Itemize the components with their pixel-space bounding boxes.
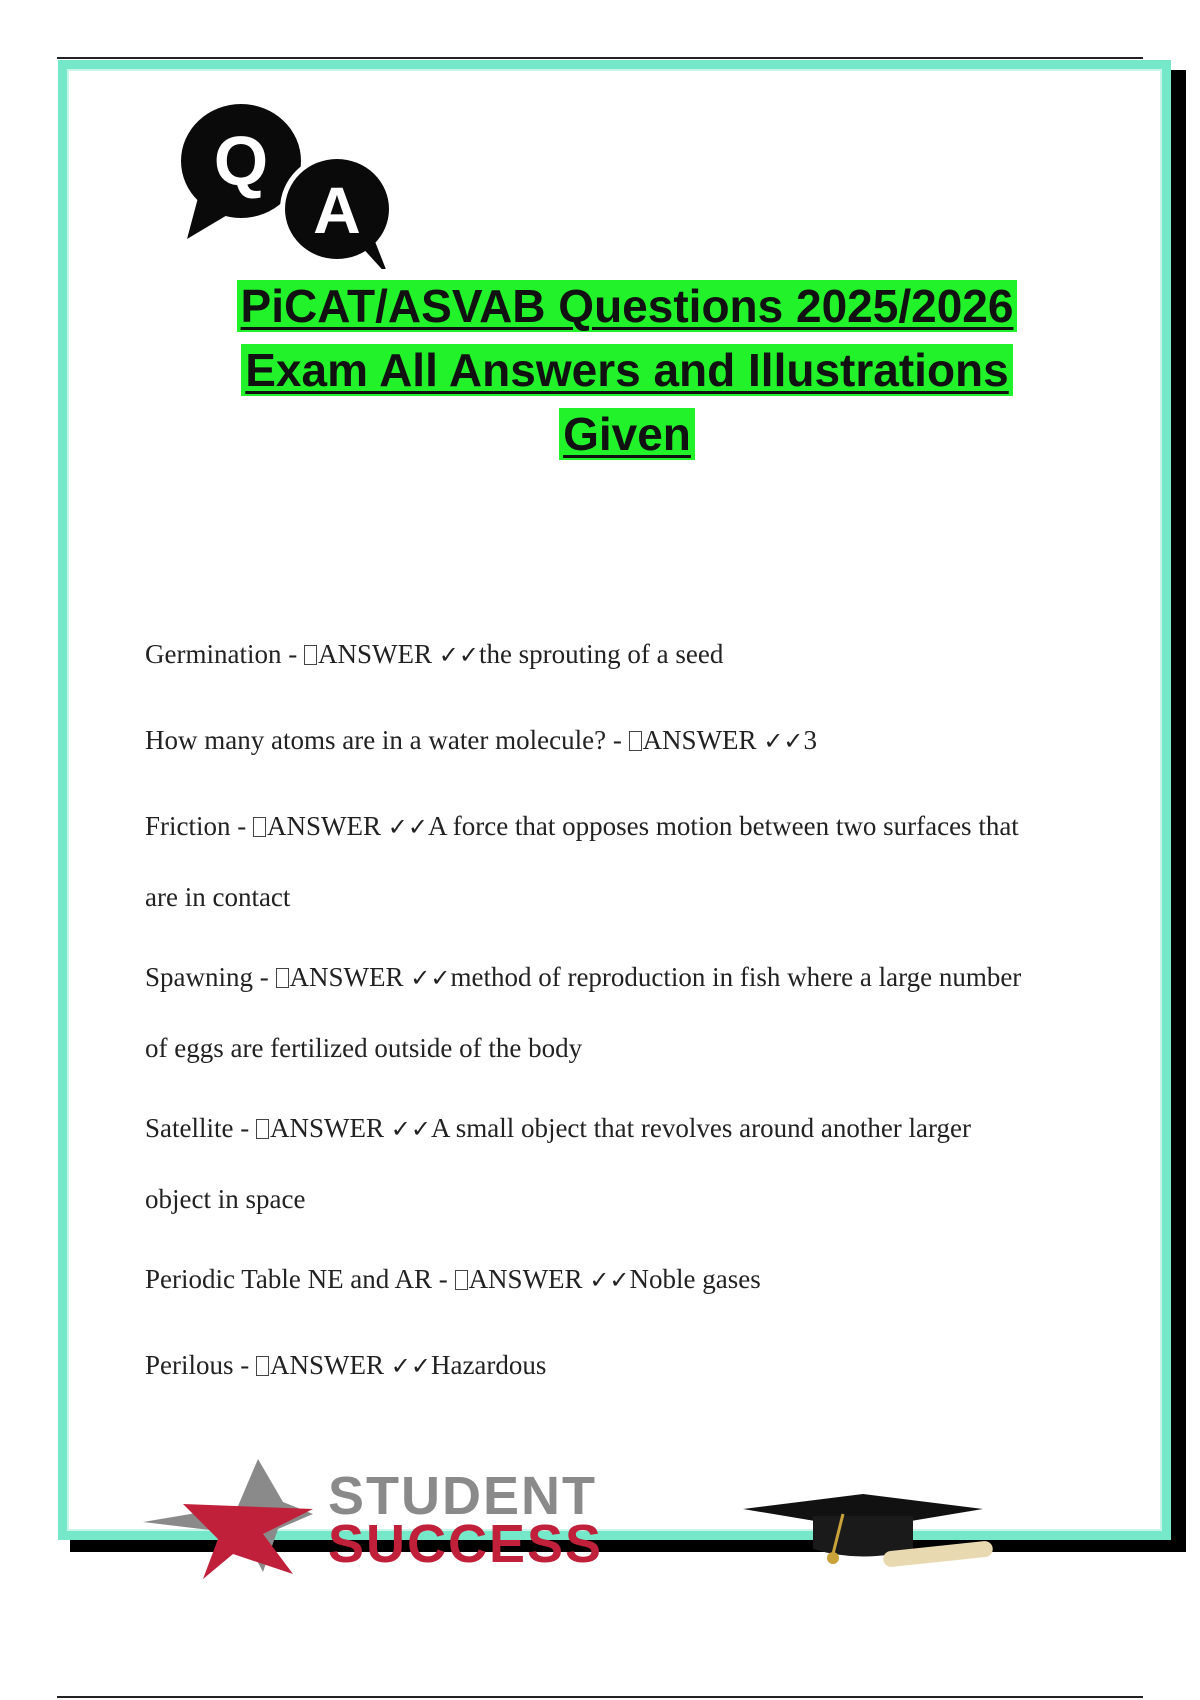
qa-answer: 3 — [803, 725, 818, 755]
double-check-icon: ✓✓ — [390, 1352, 431, 1380]
qa-item — [145, 720, 1085, 761]
double-check-icon: ✓✓ — [410, 964, 451, 992]
qa-item — [145, 634, 1085, 675]
answer-marker: ANSWER — [270, 1350, 384, 1380]
qa-item — [145, 1345, 1085, 1386]
star-swoosh-icon — [143, 1459, 313, 1579]
title-line-2: Exam All Answers and Illustrations — [241, 344, 1012, 396]
qa-answer: the sprouting of a seed — [478, 639, 724, 669]
title-line-3: Given — [559, 408, 695, 460]
qa-answer-continuation: are in contact — [145, 882, 291, 912]
qa-list — [145, 634, 1085, 1386]
double-check-icon: ✓✓ — [438, 641, 479, 669]
qa-item — [145, 806, 1085, 917]
logo-word-success: SUCCESS — [328, 1514, 604, 1574]
page-frame — [58, 60, 1171, 1574]
missing-glyph-box-icon — [629, 731, 642, 751]
double-check-icon: ✓✓ — [390, 1115, 431, 1143]
top-rule — [57, 57, 1143, 59]
qa-term: Periodic Table NE and AR - — [145, 1264, 455, 1294]
missing-glyph-box-icon — [256, 1119, 269, 1139]
qa-answer-continuation: of eggs are fertilized outside of the body — [145, 1033, 583, 1063]
qa-term: Perilous - — [145, 1350, 256, 1380]
qa-term: Germination - — [145, 639, 304, 669]
title-line-1: PiCAT/ASVAB Questions 2025/2026 — [237, 280, 1018, 332]
qa-term: Spawning - — [145, 962, 276, 992]
missing-glyph-box-icon — [304, 645, 317, 665]
qa-term: Satellite - — [145, 1113, 256, 1143]
qa-logo — [179, 99, 399, 269]
qa-item — [145, 1108, 1085, 1219]
logo-q-letter: Q — [213, 122, 269, 200]
missing-glyph-box-icon — [253, 817, 266, 837]
bottom-rule — [57, 1696, 1143, 1698]
logo-word-student: STUDENT — [328, 1466, 597, 1526]
qa-item — [145, 1259, 1085, 1300]
student-success-logo — [143, 1454, 1103, 1589]
qa-answer: method of reproduction in fish where a large number — [450, 962, 1022, 992]
missing-glyph-box-icon — [276, 968, 289, 988]
qa-term: Friction - — [145, 811, 253, 841]
answer-marker: ANSWER — [267, 811, 381, 841]
answer-marker: ANSWER — [317, 639, 432, 669]
double-check-icon: ✓✓ — [387, 813, 428, 841]
qa-item — [145, 957, 1085, 1068]
qa-term: How many atoms are in a water molecule? - — [145, 725, 629, 755]
missing-glyph-box-icon — [256, 1356, 269, 1376]
qa-answer: Hazardous — [430, 1350, 547, 1380]
a-bubble-icon — [280, 154, 394, 269]
answer-marker: ANSWER — [289, 962, 404, 992]
document-title — [127, 274, 1127, 466]
answer-marker: ANSWER — [269, 1113, 384, 1143]
answer-marker: ANSWER — [468, 1264, 583, 1294]
answer-marker: ANSWER — [642, 725, 757, 755]
double-check-icon: ✓✓ — [589, 1266, 630, 1294]
qa-answer-continuation: object in space — [145, 1184, 306, 1214]
logo-a-letter: A — [313, 173, 361, 247]
double-check-icon: ✓✓ — [763, 727, 804, 755]
qa-answer: A small object that revolves around another larger — [430, 1113, 972, 1143]
graduation-cap-icon — [743, 1494, 994, 1568]
qa-answer: Noble gases — [629, 1264, 761, 1294]
qa-answer: A force that opposes motion between two surfaces that — [427, 811, 1019, 841]
missing-glyph-box-icon — [455, 1270, 468, 1290]
